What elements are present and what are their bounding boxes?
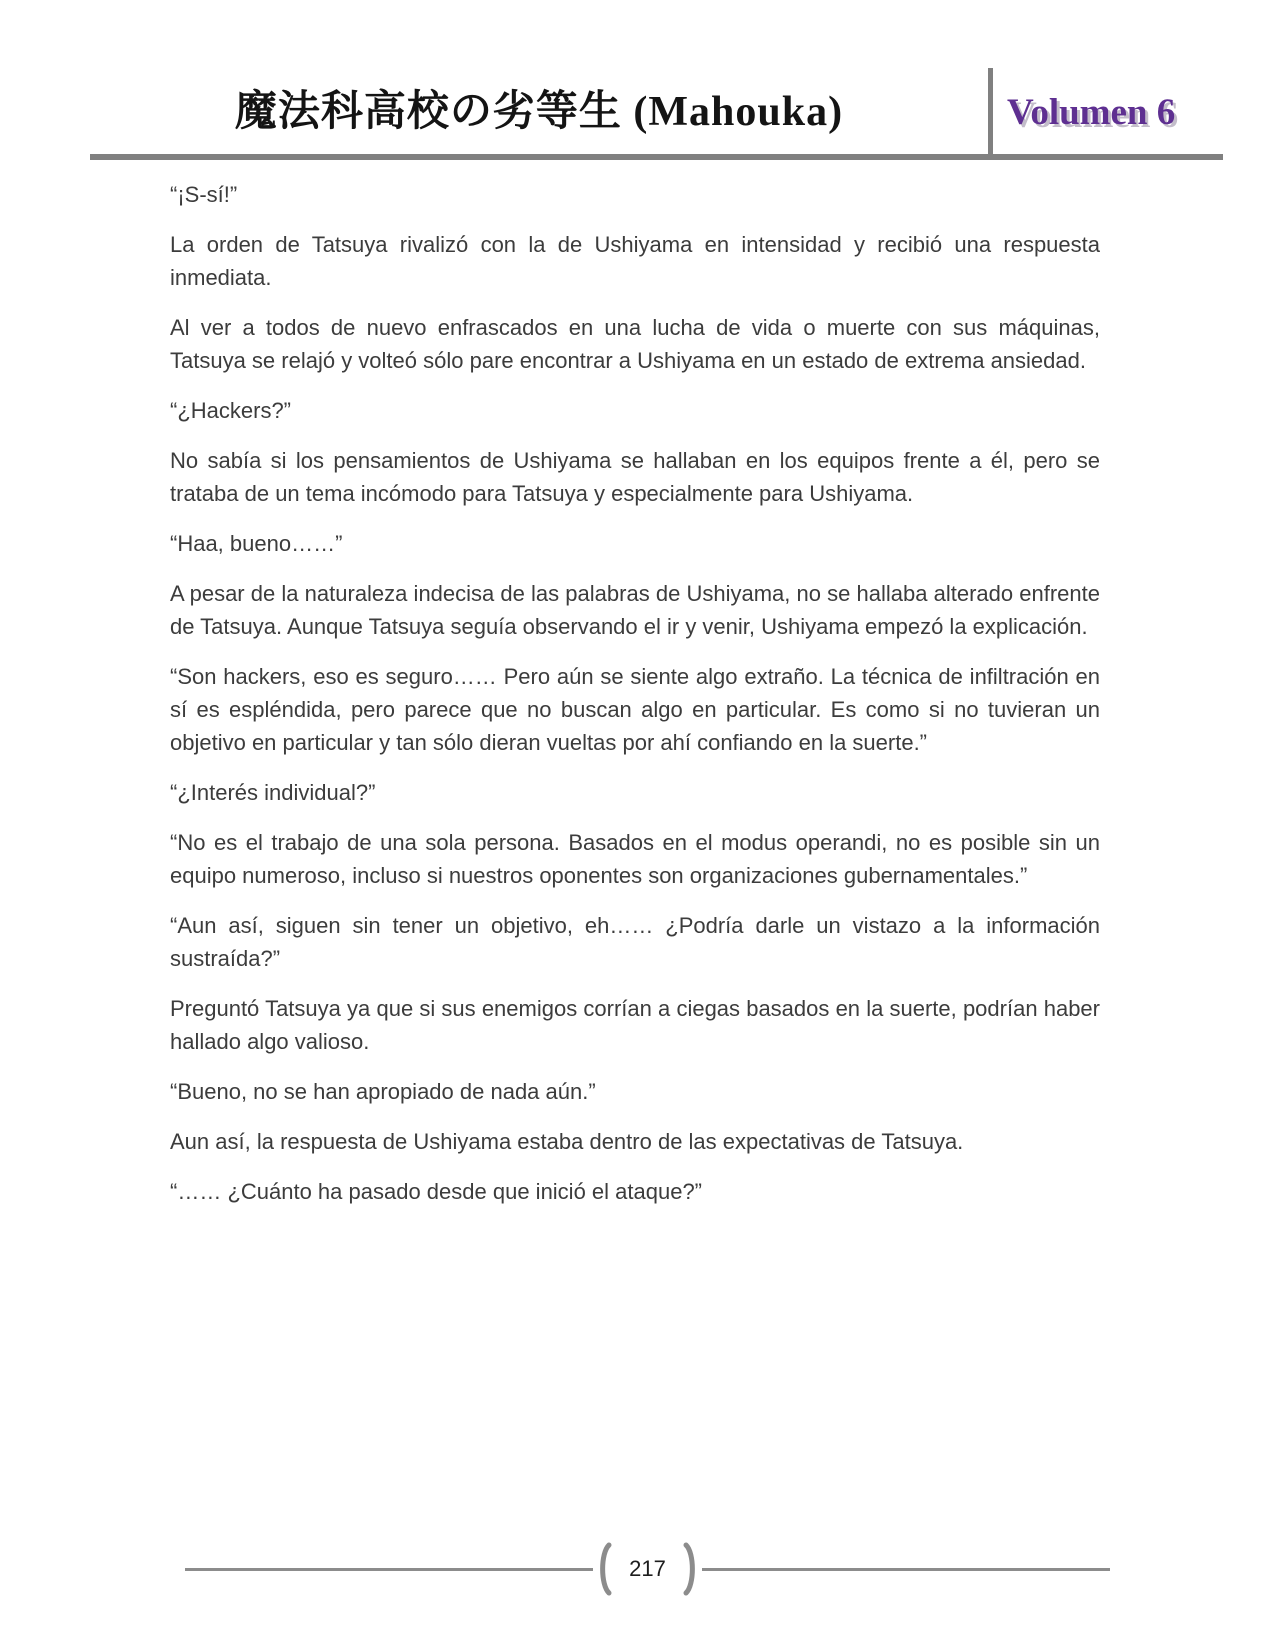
footer-line-right [702,1568,1110,1571]
page-number: 217 [629,1556,666,1581]
paragraph: La orden de Tatsuya rivalizó con la de Ushiyama en intensidad y recibió una respuesta inmediata. [170,232,1100,290]
paragraph-dialogue: “…… ¿Cuánto ha pasado desde que inició el ataque?” [170,1179,703,1204]
footer-line-left [185,1568,593,1571]
paragraph: Preguntó Tatsuya ya que si sus enemigos corrían a ciegas basados en la suerte, podrían haber hallado algo valioso. [170,996,1100,1054]
paragraph-dialogue: “Son hackers, eso es seguro…… Pero aún se siente algo extraño. La técnica de infiltración en sí es espléndida, pero parece que no buscan algo en particular. Es como si no tuvieran un objetivo en particular y tan sólo dieran vueltas por ahí confiando en la suerte.” [170,664,1100,755]
volume-label: Volumen 6 [1007,91,1176,133]
paragraph-dialogue: “Haa, bueno……” [170,531,343,556]
page-header [90,68,1223,156]
document-title: 魔法科高校の劣等生 (Mahouka) [234,89,844,135]
paragraph-dialogue: “¿Interés individual?” [170,780,376,805]
paragraph-dialogue: “¡S-sí!” [170,182,238,207]
paragraph-dialogue: “Aun así, siguen sin tener un objetivo, eh…… ¿Podría darle un vistazo a la información sustraída?” [170,913,1100,971]
right-bracket-icon [680,1540,702,1598]
page-footer [185,1540,1110,1598]
paragraph: A pesar de la naturaleza indecisa de las palabras de Ushiyama, no se hallaba alterado enfrente de Tatsuya. Aunque Tatsuya seguía observando el ir y venir, Ushiyama empezó la explicación. [170,581,1100,639]
page-body [170,178,1100,1225]
left-bracket-icon [593,1540,615,1598]
paragraph-dialogue: “¿Hackers?” [170,398,292,423]
paragraph: Aun así, la respuesta de Ushiyama estaba dentro de las expectativas de Tatsuya. [170,1129,964,1154]
header-title-cell [90,68,988,156]
paragraph: No sabía si los pensamientos de Ushiyama se hallaban en los equipos frente a él, pero se trataba de un tema incómodo para Tatsuya y especialmente para Ushiyama. [170,448,1100,506]
header-rule [90,154,1223,160]
paragraph-dialogue: “Bueno, no se han apropiado de nada aún.” [170,1079,596,1104]
paragraph-dialogue: “No es el trabajo de una sola persona. Basados en el modus operandi, no es posible sin un equipo numeroso, incluso si nuestros oponentes son organizaciones gubernamentales.” [170,830,1100,888]
paragraph: Al ver a todos de nuevo enfrascados en una lucha de vida o muerte con sus máquinas, Tatsuya se relajó y volteó sólo pare encontrar a Ushiyama en un estado de extrema ansiedad. [170,315,1100,373]
header-volume-cell [993,68,1175,156]
